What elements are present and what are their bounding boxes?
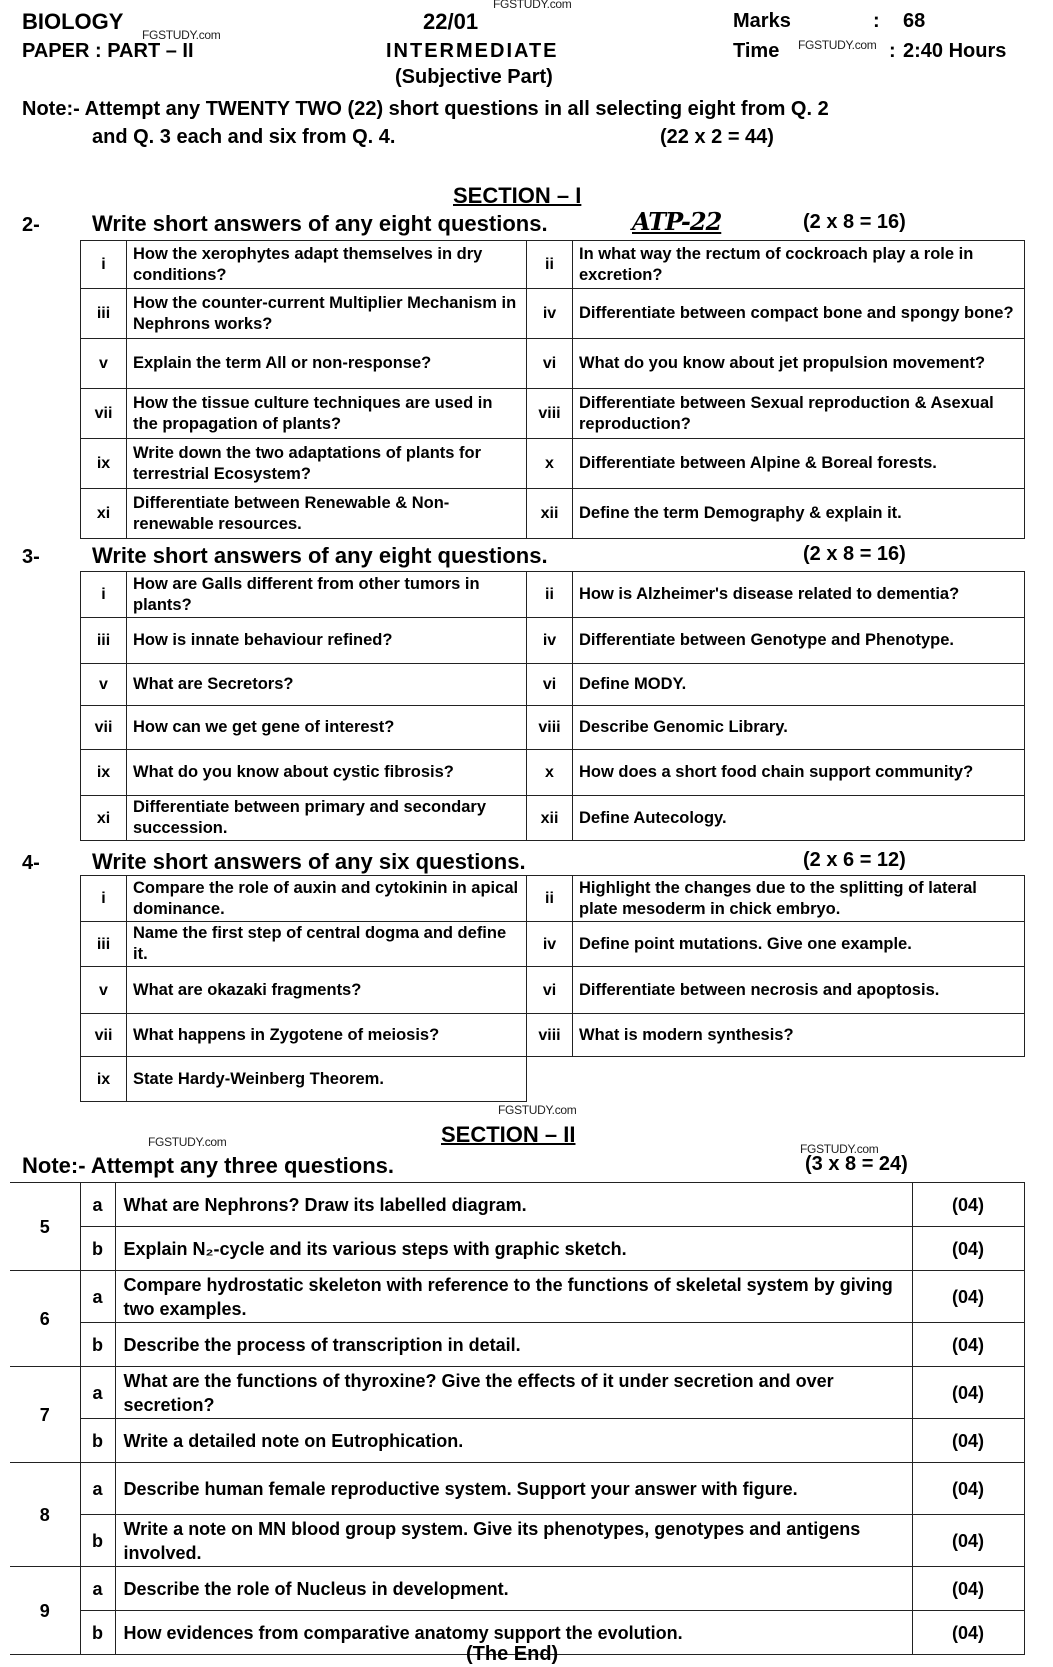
time-label: Time bbox=[733, 40, 780, 62]
part-label: a bbox=[80, 1367, 115, 1419]
part-marks: (04) bbox=[912, 1567, 1024, 1611]
part-label: b bbox=[80, 1323, 115, 1367]
part-label: b bbox=[80, 1227, 115, 1271]
q4-number: 4- bbox=[22, 852, 40, 874]
general-note-marks: (22 x 2 = 44) bbox=[660, 126, 774, 148]
q3-item-text: What do you know about cystic fibrosis? bbox=[127, 750, 527, 796]
q3-row bbox=[81, 750, 1025, 796]
part-text: Describe the process of transcription in detail. bbox=[115, 1323, 912, 1367]
q4-item-text: State Hardy-Weinberg Theorem. bbox=[127, 1057, 527, 1102]
long-question-number: 6 bbox=[10, 1271, 80, 1367]
watermark-section2-top: FGSTUDY.com bbox=[498, 1103, 577, 1117]
q2-item-num: xi bbox=[81, 489, 127, 539]
q3-number: 3- bbox=[22, 546, 40, 568]
paper-code: 22/01 bbox=[423, 9, 479, 34]
part-marks: (04) bbox=[912, 1515, 1024, 1567]
part-label: a bbox=[80, 1567, 115, 1611]
q2-row bbox=[81, 489, 1025, 539]
long-question-row bbox=[10, 1567, 1024, 1611]
long-question-row bbox=[10, 1419, 1024, 1463]
q4-row bbox=[81, 922, 1025, 967]
part-text: What are the functions of thyroxine? Give the effects of it under secretion and over secretion? bbox=[115, 1367, 912, 1419]
q2-item-num: ii bbox=[527, 241, 573, 289]
q2-item-text: How the counter-current Multiplier Mechanism in Nephrons works? bbox=[127, 289, 527, 339]
q2-item-text: What do you know about jet propulsion movement? bbox=[573, 339, 1025, 389]
q3-item-num: vii bbox=[81, 706, 127, 750]
watermark-section2-left: FGSTUDY.com bbox=[148, 1135, 227, 1149]
q2-item-num: ix bbox=[81, 439, 127, 489]
q3-item-num: xi bbox=[81, 796, 127, 841]
part-text: Describe the role of Nucleus in development. bbox=[115, 1567, 912, 1611]
long-questions-table bbox=[10, 1182, 1025, 1655]
q2-item-text: Differentiate between Alpine & Boreal forests. bbox=[573, 439, 1025, 489]
part-text: Write a note on MN blood group system. Give its phenotypes, genotypes and antigens involved. bbox=[115, 1515, 912, 1567]
long-question-row bbox=[10, 1271, 1024, 1323]
q4-item-text: Differentiate between necrosis and apoptosis. bbox=[573, 967, 1025, 1014]
q3-item-text: Define Autecology. bbox=[573, 796, 1025, 841]
q3-item-text: Define MODY. bbox=[573, 664, 1025, 706]
q2-item-num: xii bbox=[527, 489, 573, 539]
part-label: b bbox=[80, 1419, 115, 1463]
q2-row bbox=[81, 339, 1025, 389]
q3-row bbox=[81, 572, 1025, 618]
long-question-row bbox=[10, 1463, 1024, 1515]
q2-item-text: In what way the rectum of cockroach play a role in excretion? bbox=[573, 241, 1025, 289]
q3-item-text: Describe Genomic Library. bbox=[573, 706, 1025, 750]
q2-item-text: How the xerophytes adapt themselves in dry conditions? bbox=[127, 241, 527, 289]
part-marks: (04) bbox=[912, 1271, 1024, 1323]
q4-item-num: iv bbox=[527, 922, 573, 967]
long-question-number: 9 bbox=[10, 1567, 80, 1655]
q4-item-num: i bbox=[81, 876, 127, 922]
q2-item-num: i bbox=[81, 241, 127, 289]
q2-item-text: Write down the two adaptations of plants for terrestrial Ecosystem? bbox=[127, 439, 527, 489]
q4-item-text: What are okazaki fragments? bbox=[127, 967, 527, 1014]
q2-row bbox=[81, 241, 1025, 289]
q4-instruction: Write short answers of any six questions. bbox=[92, 849, 526, 874]
section-2-title: SECTION – II bbox=[441, 1122, 576, 1147]
q4-row bbox=[81, 876, 1025, 922]
general-note-line1: Note:- Attempt any TWENTY TWO (22) short questions in all selecting eight from Q. 2 bbox=[22, 98, 829, 120]
q2-marks: (2 x 8 = 16) bbox=[803, 211, 906, 233]
q3-row bbox=[81, 664, 1025, 706]
part-marks: (04) bbox=[912, 1227, 1024, 1271]
general-note-line2: and Q. 3 each and six from Q. 4. bbox=[92, 126, 396, 148]
part-text: What are Nephrons? Draw its labelled diagram. bbox=[115, 1183, 912, 1227]
part-marks: (04) bbox=[912, 1611, 1024, 1655]
q3-item-text: How are Galls different from other tumors in plants? bbox=[127, 572, 527, 618]
marks-sep: : bbox=[873, 10, 880, 32]
q4-item-num: ii bbox=[527, 876, 573, 922]
q4-item-num: ix bbox=[81, 1057, 127, 1102]
long-question-number: 5 bbox=[10, 1183, 80, 1271]
watermark-section2-right: FGSTUDY.com bbox=[800, 1142, 879, 1156]
part-marks: (04) bbox=[912, 1367, 1024, 1419]
q3-table bbox=[80, 571, 1025, 841]
part-text: Describe human female reproductive system. Support your answer with figure. bbox=[115, 1463, 912, 1515]
long-question-row bbox=[10, 1367, 1024, 1419]
q2-item-text: Explain the term All or non-response? bbox=[127, 339, 527, 389]
part-text: Compare hydrostatic skeleton with reference to the functions of skeletal system by giving two examples. bbox=[115, 1271, 912, 1323]
subject-title: BIOLOGY bbox=[22, 9, 124, 34]
q3-item-text: What are Secretors? bbox=[127, 664, 527, 706]
part-subtitle: (Subjective Part) bbox=[395, 66, 553, 88]
q3-row bbox=[81, 618, 1025, 664]
q4-row bbox=[81, 967, 1025, 1014]
q2-item-text: Differentiate between Sexual reproduction & Asexual reproduction? bbox=[573, 389, 1025, 439]
time-sep: : bbox=[889, 40, 896, 62]
q3-item-num: ix bbox=[81, 750, 127, 796]
q4-item-text: Highlight the changes due to the splitting of lateral plate mesoderm in chick embryo. bbox=[573, 876, 1025, 922]
q2-item-num: viii bbox=[527, 389, 573, 439]
q3-item-num: v bbox=[81, 664, 127, 706]
watermark-time: FGSTUDY.com bbox=[798, 38, 877, 52]
section-2-note: Note:- Attempt any three questions. bbox=[22, 1153, 394, 1178]
q4-row bbox=[81, 1057, 1025, 1102]
q2-table bbox=[80, 240, 1025, 539]
q2-item-num: vii bbox=[81, 389, 127, 439]
section-1-title: SECTION – I bbox=[453, 183, 582, 208]
q4-item-text: Define point mutations. Give one example. bbox=[573, 922, 1025, 967]
part-label: a bbox=[80, 1183, 115, 1227]
q2-item-num: iii bbox=[81, 289, 127, 339]
q3-row bbox=[81, 706, 1025, 750]
q3-item-num: iv bbox=[527, 618, 573, 664]
q2-item-text: How the tissue culture techniques are used in the propagation of plants? bbox=[127, 389, 527, 439]
q3-item-num: x bbox=[527, 750, 573, 796]
q2-row bbox=[81, 439, 1025, 489]
q3-item-text: How is Alzheimer's disease related to dementia? bbox=[573, 572, 1025, 618]
q2-number: 2- bbox=[22, 214, 40, 236]
q2-item-text: Differentiate between compact bone and spongy bone? bbox=[573, 289, 1025, 339]
q3-item-num: xii bbox=[527, 796, 573, 841]
q3-item-text: Differentiate between primary and secondary succession. bbox=[127, 796, 527, 841]
q4-marks: (2 x 6 = 12) bbox=[803, 849, 906, 871]
q4-item-text: What happens in Zygotene of meiosis? bbox=[127, 1014, 527, 1057]
q4-item-text: What is modern synthesis? bbox=[573, 1014, 1025, 1057]
long-question-row bbox=[10, 1183, 1024, 1227]
the-end: (The End) bbox=[466, 1643, 559, 1665]
part-label: a bbox=[80, 1463, 115, 1515]
long-question-row bbox=[10, 1227, 1024, 1271]
q4-item-num: viii bbox=[527, 1014, 573, 1057]
q4-item-num: vi bbox=[527, 967, 573, 1014]
q3-marks: (2 x 8 = 16) bbox=[803, 543, 906, 565]
q3-row bbox=[81, 796, 1025, 841]
q4-row bbox=[81, 1014, 1025, 1057]
watermark-subject: FGSTUDY.com bbox=[142, 28, 221, 42]
q2-item-num: x bbox=[527, 439, 573, 489]
part-text: Explain N₂-cycle and its various steps with graphic sketch. bbox=[115, 1227, 912, 1271]
q4-item-num: iii bbox=[81, 922, 127, 967]
q2-instruction: Write short answers of any eight questions. bbox=[92, 211, 548, 236]
q2-item-text: Differentiate between Renewable & Non-renewable resources. bbox=[127, 489, 527, 539]
part-marks: (04) bbox=[912, 1183, 1024, 1227]
q4-table bbox=[80, 875, 1025, 1102]
q4-item-num: vii bbox=[81, 1014, 127, 1057]
part-marks: (04) bbox=[912, 1419, 1024, 1463]
q4-item-text: Compare the role of auxin and cytokinin in apical dominance. bbox=[127, 876, 527, 922]
q4-item-num: v bbox=[81, 967, 127, 1014]
long-question-row bbox=[10, 1515, 1024, 1567]
q3-item-num: ii bbox=[527, 572, 573, 618]
part-label: b bbox=[80, 1515, 115, 1567]
watermark-top: FGSTUDY.com bbox=[493, 0, 572, 11]
q2-row bbox=[81, 389, 1025, 439]
q3-item-num: i bbox=[81, 572, 127, 618]
long-question-number: 8 bbox=[10, 1463, 80, 1567]
q2-item-num: vi bbox=[527, 339, 573, 389]
part-label: b bbox=[80, 1611, 115, 1655]
long-question-number: 7 bbox=[10, 1367, 80, 1463]
section-2-marks: (3 x 8 = 24) bbox=[805, 1153, 908, 1175]
q2-item-num: v bbox=[81, 339, 127, 389]
marks-label: Marks bbox=[733, 10, 791, 32]
time-value: 2:40 Hours bbox=[903, 40, 1007, 62]
handwritten-note: ATP-22 bbox=[632, 207, 722, 236]
part-text: Write a detailed note on Eutrophication. bbox=[115, 1419, 912, 1463]
long-question-row bbox=[10, 1323, 1024, 1367]
part-text: How evidences from comparative anatomy support the evolution. bbox=[115, 1611, 912, 1655]
paper-label: PAPER : PART – II bbox=[22, 40, 194, 62]
part-label: a bbox=[80, 1271, 115, 1323]
q3-item-num: viii bbox=[527, 706, 573, 750]
part-marks: (04) bbox=[912, 1323, 1024, 1367]
q3-instruction: Write short answers of any eight questions. bbox=[92, 543, 548, 568]
q2-item-text: Define the term Demography & explain it. bbox=[573, 489, 1025, 539]
q3-item-text: How is innate behaviour refined? bbox=[127, 618, 527, 664]
q3-item-num: vi bbox=[527, 664, 573, 706]
q3-item-text: How can we get gene of interest? bbox=[127, 706, 527, 750]
q2-item-num: iv bbox=[527, 289, 573, 339]
q2-row bbox=[81, 289, 1025, 339]
q3-item-text: Differentiate between Genotype and Phenotype. bbox=[573, 618, 1025, 664]
marks-value: 68 bbox=[903, 10, 926, 32]
q3-item-num: iii bbox=[81, 618, 127, 664]
part-marks: (04) bbox=[912, 1463, 1024, 1515]
level-title: INTERMEDIATE bbox=[386, 40, 559, 62]
q4-item-text: Name the first step of central dogma and define it. bbox=[127, 922, 527, 967]
q3-item-text: How does a short food chain support community? bbox=[573, 750, 1025, 796]
